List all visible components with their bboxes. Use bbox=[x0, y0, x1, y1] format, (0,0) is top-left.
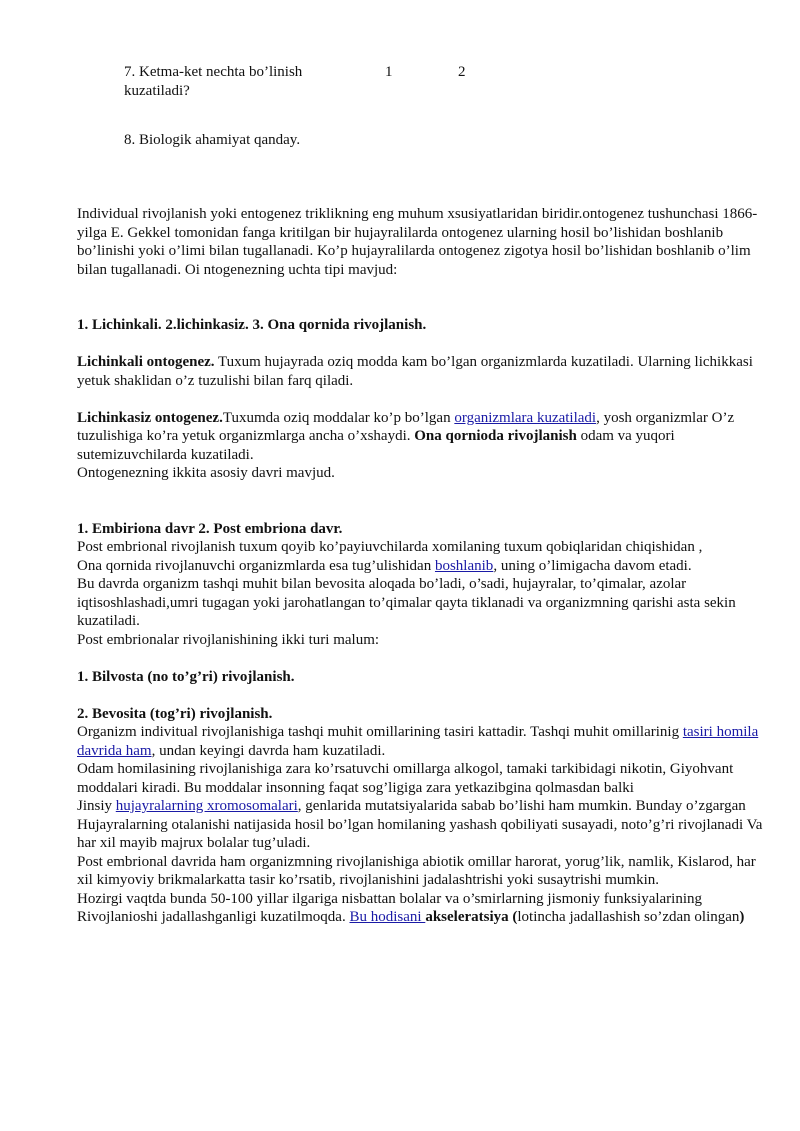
larval-text: Tuxum hujayrada oziq modda kam bo’lgan organizmlarda kuzatiladi. Ularning lichikkasi yetuk shaklidan o’z tuzulishi bilan farq qiladi. bbox=[77, 354, 753, 389]
abiotic-paragraph: Post embrional davrida ham organizmning rivojlanishiga abiotik omillar harorat, yorug’lik, namlik, Kislarod, har xil kimyoviy brikmalarkatta tasir ko’rsatib, rivojlanishini jadalashtrishi yoki susaytrishi mumkin. bbox=[77, 853, 756, 888]
post-embryonic-line-3: Bu davrda organizm tashqi muhit bilan bevosita aloqada bo’ladi, o’sadi, hujayralar, to’qimalar, azolar iqtisoshlashadi,umri tugagan yoki jarohatlangan to’qimalar qayta tiklanadi va organizmning qarishi asta sekin kuzatiladi. bbox=[77, 576, 736, 629]
question-7-option-2: 2 bbox=[458, 64, 466, 80]
boshlanib-link[interactable]: boshlanib bbox=[434, 557, 494, 574]
direct-text-before: Organizm indivitual rivojlanishiga tashqi muhit omillarining tasiri kattadir. Tashqi muhit omillarinig bbox=[77, 724, 683, 740]
periods-heading: 1. Embiriona davr 2. Post embriona davr. bbox=[77, 520, 343, 537]
indirect-development-heading: 1. Bilvosta (no to’g’ri) rivojlanish. bbox=[77, 668, 295, 685]
ontogenesis-types-heading: 1. Lichinkali. 2.lichinkasiz. 3. Ona qornida rivojlanish. bbox=[77, 317, 427, 333]
gametes-paragraph: Hujayralarning otalanishi natijasida hosil bo’lgan homilaning yashash qobiliyati susayadi, noto’g’ri rivojlanadi Va har xil mayib majrux bolalar tug’uladi. bbox=[77, 816, 763, 851]
question-8 bbox=[124, 131, 300, 150]
larval-term: Lichinkali ontogenez. bbox=[77, 354, 215, 370]
genetic-after: , genlarida mutatsiyalarida sabab bo’lishi ham mumkin. Bunday o’zgargan bbox=[297, 798, 746, 814]
periods-intro: Ontogenezning ikkita asosiy davri mavjud. bbox=[77, 465, 335, 481]
question-7-option-1: 1 bbox=[385, 64, 393, 80]
womb-development-text: odam va yuqori sutemizuvchilarda kuzatiladi. bbox=[77, 428, 675, 463]
acceleration-note: lotincha jadallashish so’zdan olingan bbox=[517, 909, 740, 925]
womb-development-term: Ona qornioda rivojlanish bbox=[414, 428, 577, 444]
genetic-paragraph bbox=[77, 797, 767, 816]
post-line-2-before: Ona qornida rivojlanuvchi organizmlarda esa tug’ulishidan bbox=[77, 557, 435, 574]
organisms-link[interactable]: organizmlara kuzatiladi bbox=[454, 409, 597, 426]
direct-development-heading: 2. Bevosita (tog’ri) rivojlanish. bbox=[77, 705, 273, 722]
post-embryonic-line-2 bbox=[77, 557, 767, 576]
post-line-2-after: , uning o’limigacha davom etadi. bbox=[493, 557, 692, 574]
intro-paragraph: Individual rivojlanish yoki entogenez triklikning eng muhum xsusiyatlaridan biridir.ontogenez tushunchasi 1866-yilga E. Gekkel tomonidan fanga kritilgan bir hujayralilarda ontogenez ularning hosil bo’lishidan boshlanib bo’linishi yoki o’limi bilan tugallanadi. Ko’p hujayralilarda ontogenez zigotya hosil bo’lishidan boshlanib o’lim bilan tugallanadi. Oi ntogenezning uchta tipi mavjud: bbox=[77, 206, 758, 278]
direct-development-paragraph bbox=[77, 723, 767, 760]
nonlarval-term: Lichinkasiz ontogenez. bbox=[77, 409, 223, 426]
acceleration-term: akseleratsiya ( bbox=[425, 909, 518, 925]
direct-text-after: , undan keyingi davrda ham kuzatiladi. bbox=[151, 742, 386, 759]
question-8-text: 8. Biologik ahamiyat qanday. bbox=[124, 132, 301, 148]
chromosomes-link[interactable]: hujayralarning xromosomalari bbox=[115, 798, 298, 814]
post-embryonic-line-1: Post embrional rivojlanish tuxum qoyib ko’payiuvchilarda xomilaning tuxum qobiqlaridan chiqishidan , bbox=[77, 539, 703, 555]
nonlarval-text-after: , yosh organizmlar O’z tuzulishiga ko’ra yetuk organizmlarga ancha o’xshaydi. bbox=[77, 409, 735, 444]
acceleration-paragraph bbox=[77, 890, 767, 927]
embryo-factors-paragraph: Odam homilasining rivojlanishiga zara ko’rsatuvchi omillarga alkogol, tamaki tarkibidagi nikotin, Giyohvant moddalari kiradi. Bu moddalar insonning faqat sog’ligiga zara yetkazibgina qolmasdan balki bbox=[77, 761, 734, 796]
post-embryonic-types: Post embrionalar rivojlanishining ikki turi malum: bbox=[77, 631, 380, 648]
acceleration-before: Hozirgi vaqtda bunda 50-100 yillar ilgariga nisbattan bolalar va o’smirlarning jismoniy funksiyalarining Rivojlanioshi jadallashganligi kuzatilmoqda. bbox=[77, 890, 703, 925]
question-7 bbox=[124, 63, 524, 100]
acceleration-close: ) bbox=[739, 909, 745, 925]
larval-paragraph bbox=[77, 353, 767, 390]
question-7-text: 7. Ketma-ket nechta bo’linish kuzatiladi? bbox=[124, 64, 303, 99]
article-body bbox=[77, 205, 767, 927]
genetic-before: Jinsiy bbox=[77, 798, 116, 814]
nonlarval-text-before: Tuxumda oziq moddalar ko’p bo’lgan bbox=[222, 409, 455, 426]
nonlarval-paragraph bbox=[77, 409, 767, 465]
fetal-period-link[interactable]: tasiri homila davrida ham bbox=[77, 724, 759, 759]
phenomenon-link[interactable]: Bu hodisani bbox=[349, 909, 426, 925]
